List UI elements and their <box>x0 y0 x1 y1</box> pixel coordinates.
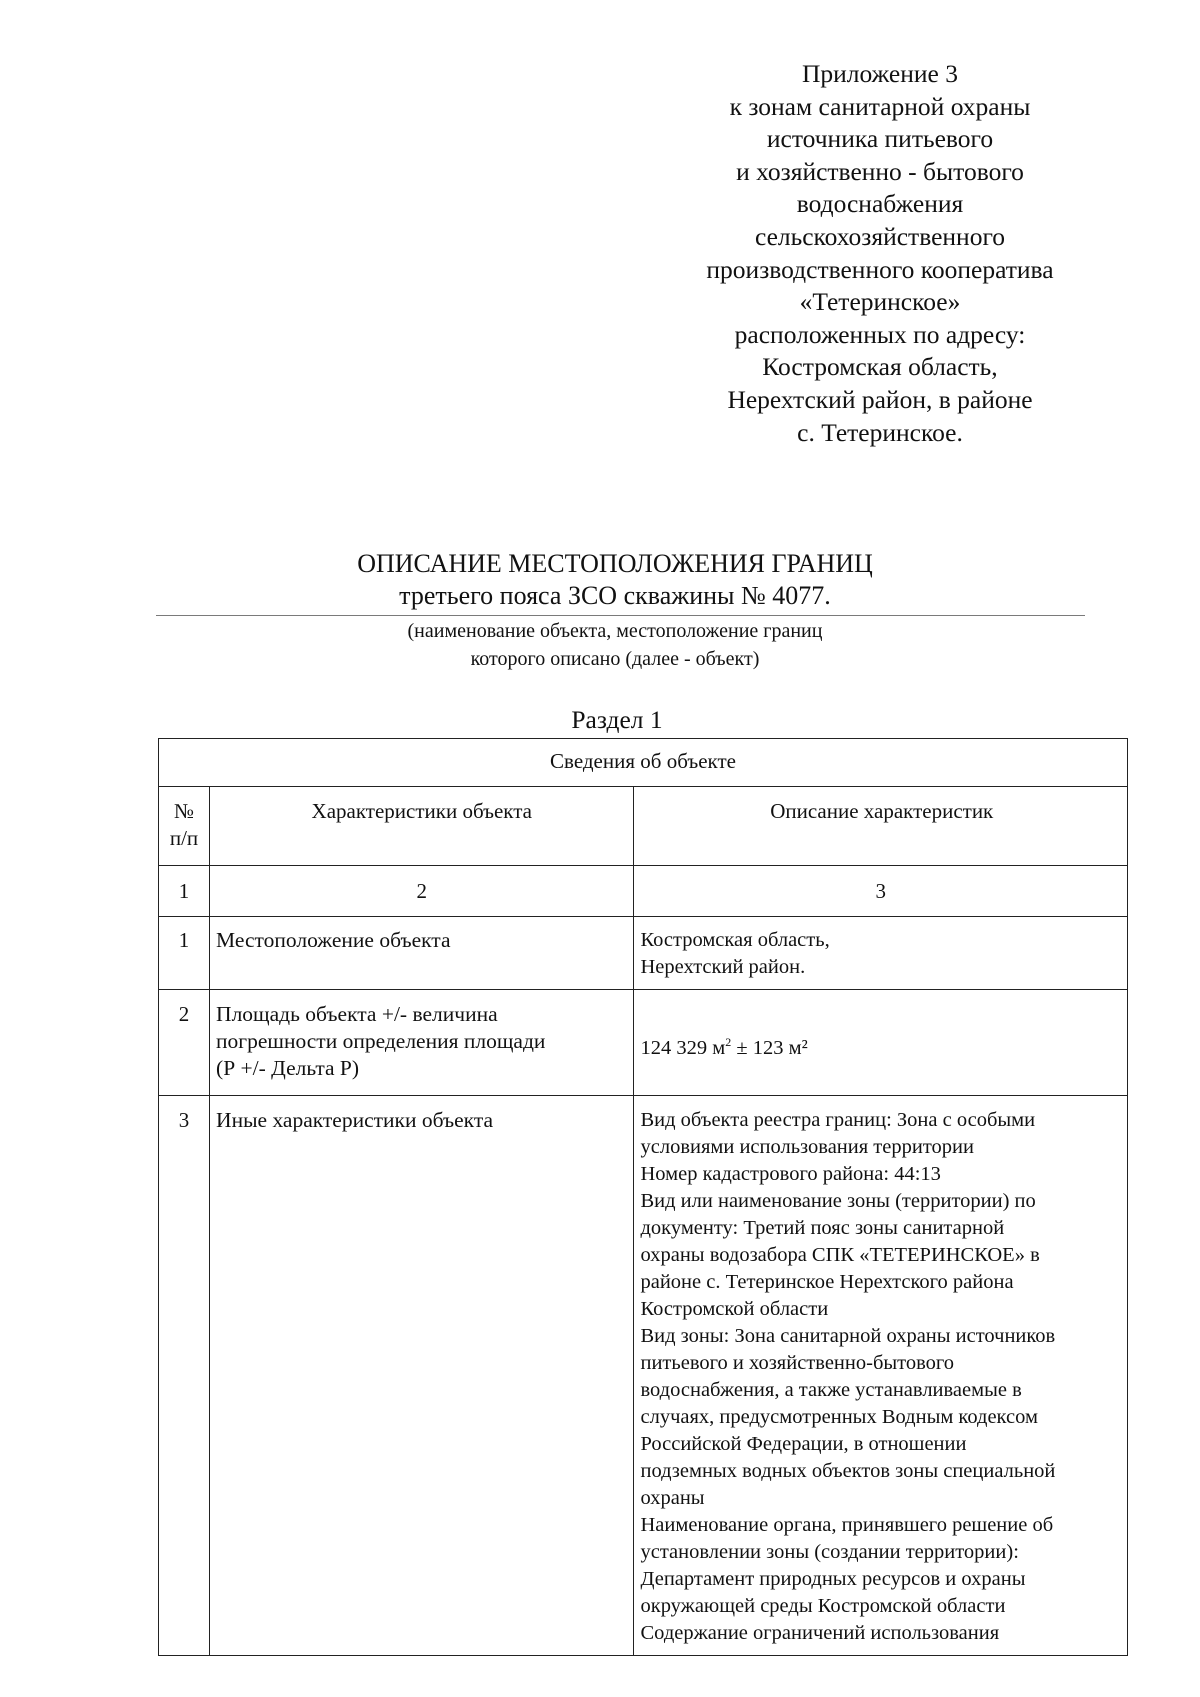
appendix-line: Костромская область, <box>762 352 998 382</box>
description-line: водоснабжения, а также устанавливаемые в <box>640 1379 1022 1401</box>
row-number: 2 <box>159 990 210 1096</box>
appendix-line: к зонам санитарной охраны <box>729 91 1031 121</box>
section-heading: Раздел 1 <box>571 705 663 734</box>
row-description <box>634 1096 1128 1656</box>
description-line: Вид объекта реестра границ: Зона с особыми <box>640 1109 1036 1131</box>
description-line: охраны водозабора СПК «ТЕТЕРИНСКОЕ» в <box>640 1244 1040 1266</box>
table-row <box>159 1096 1128 1656</box>
description-line: Нерехтский район. <box>640 956 806 978</box>
object-info-table <box>158 738 1128 1656</box>
characteristic-line: Иные характеристики объекта <box>216 1108 494 1132</box>
description-line: Вид зоны: Зона санитарной охраны источников <box>640 1325 1056 1347</box>
area-value: 124 329 м <box>640 1036 726 1059</box>
description-line: подземных водных объектов зоны специальной <box>640 1460 1056 1482</box>
area-error: ± 123 м² <box>731 1036 808 1059</box>
description-line: установлении зоны (создании территории): <box>640 1541 1019 1563</box>
header-num-line: п/п <box>169 826 199 850</box>
description-line: Вид или наименование зоны (территории) по <box>640 1190 1036 1212</box>
index-cell: 1 <box>159 866 210 917</box>
appendix-line: Приложение 3 <box>802 59 958 88</box>
characteristic-line: (Р +/- Дельта Р) <box>216 1056 360 1080</box>
row-characteristic <box>210 1096 634 1656</box>
characteristic-line: Площадь объекта +/- величина <box>216 1002 498 1026</box>
description-line: питьевого и хозяйственно-бытового <box>640 1352 955 1374</box>
document-subtitle: третьего пояса ЗСО скважины № 4077. <box>399 581 831 610</box>
row-description <box>634 917 1128 990</box>
description-line: Содержание ограничений использования <box>640 1622 1000 1644</box>
description-line: районе с. Тетеринское Нерехтского района <box>640 1271 1014 1293</box>
appendix-line: сельскохозяйственного <box>754 221 1006 251</box>
table-header-row <box>159 787 1128 866</box>
row-number: 1 <box>159 917 210 990</box>
title-note-line: (наименование объекта, местоположение границ <box>407 620 823 642</box>
characteristic-line: погрешности определения площади <box>216 1029 546 1053</box>
table-index-row <box>159 866 1128 917</box>
appendix-line: источника питьевого <box>766 124 994 154</box>
index-cell: 2 <box>210 866 634 917</box>
appendix-block <box>650 58 1110 449</box>
description-line: документу: Третий пояс зоны санитарной <box>640 1217 1005 1239</box>
document-title: ОПИСАНИЕ МЕСТОПОЛОЖЕНИЯ ГРАНИЦ <box>357 549 873 578</box>
description-line: Наименование органа, принявшего решение об <box>640 1514 1054 1536</box>
appendix-line: расположенных по адресу: <box>734 319 1026 349</box>
area-value-cell <box>634 990 1128 1096</box>
characteristic-line: Местоположение объекта <box>216 928 451 952</box>
row-number: 3 <box>159 1096 210 1656</box>
description-line: Департамент природных ресурсов и охраны <box>640 1568 1026 1590</box>
row-characteristic <box>210 917 634 990</box>
description-line: условиями использования территории <box>640 1136 974 1158</box>
header-num-line: № <box>174 799 195 823</box>
description-line: случаях, предусмотренных Водным кодексом <box>640 1406 1038 1428</box>
appendix-line: и хозяйственно - бытового <box>736 156 1024 186</box>
appendix-line: с. Тетеринское. <box>797 417 963 447</box>
table-row <box>159 990 1128 1096</box>
table-caption-row <box>159 739 1128 787</box>
header-description: Описание характеристик <box>634 787 1128 866</box>
area-superscript: 2 <box>725 1034 732 1049</box>
title-note <box>0 617 1200 673</box>
header-num <box>159 787 210 866</box>
appendix-line: «Тетеринское» <box>799 287 961 317</box>
description-line: Номер кадастрового района: 44:13 <box>640 1163 941 1185</box>
row-characteristic <box>210 990 634 1096</box>
title-underline <box>156 615 1085 616</box>
table-row <box>159 917 1128 990</box>
description-line: окружающей среды Костромской области <box>640 1595 1006 1617</box>
description-line: Костромской области <box>640 1298 829 1320</box>
appendix-line: водоснабжения <box>796 189 964 219</box>
table-caption: Сведения об объекте <box>159 739 1128 787</box>
header-characteristics: Характеристики объекта <box>210 787 634 866</box>
title-note-line: которого описано (далее - объект) <box>470 648 760 670</box>
description-line: Российской Федерации, в отношении <box>640 1433 967 1455</box>
description-line: Костромская область, <box>640 929 830 951</box>
description-line: охраны <box>640 1487 705 1509</box>
appendix-line: производственного кооператива <box>706 254 1054 284</box>
appendix-line: Нерехтский район, в районе <box>727 384 1033 414</box>
index-cell: 3 <box>634 866 1128 917</box>
